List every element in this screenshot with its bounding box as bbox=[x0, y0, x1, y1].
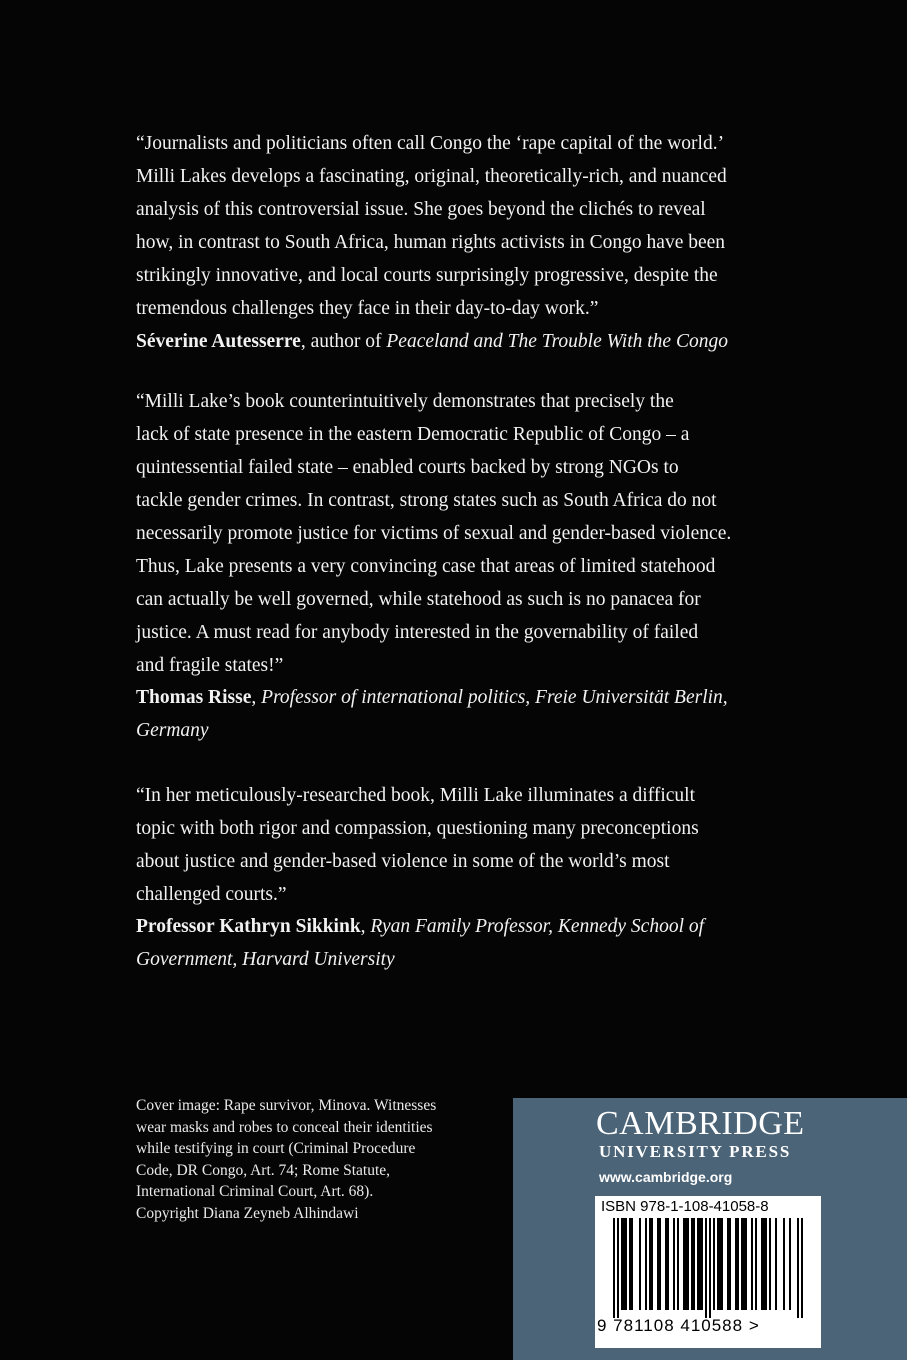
barcode-bar bbox=[755, 1218, 757, 1310]
endorsement-3-attribution bbox=[136, 910, 786, 976]
barcode-bar bbox=[727, 1218, 729, 1310]
quote-line: lack of state presence in the eastern Democratic Republic of Congo – a bbox=[136, 424, 690, 445]
endorser-name: Séverine Autesserre bbox=[136, 331, 301, 352]
credit-line: while testifying in court (Criminal Procedure bbox=[136, 1140, 416, 1157]
barcode-digits: 9 781108 410588 > bbox=[597, 1316, 760, 1335]
endorser-role: Government, Harvard University bbox=[136, 949, 395, 970]
barcode-bar bbox=[651, 1218, 653, 1310]
barcode-bar bbox=[741, 1218, 743, 1310]
barcode-bar bbox=[735, 1218, 737, 1310]
barcode-bar bbox=[717, 1218, 719, 1310]
barcode-bar bbox=[667, 1218, 669, 1310]
barcode-bar bbox=[697, 1218, 699, 1310]
barcode-bar bbox=[631, 1218, 633, 1310]
barcode-bar bbox=[729, 1218, 731, 1310]
barcode-bar bbox=[629, 1218, 631, 1310]
barcode-bar bbox=[625, 1218, 627, 1310]
isbn-barcode-box bbox=[595, 1196, 821, 1348]
quote-line: tremendous challenges they face in their day-to-day work.” bbox=[136, 298, 599, 319]
endorser-role: Professor of international politics, Freie Universität Berlin, bbox=[261, 687, 728, 708]
quote-line: analysis of this controversial issue. She goes beyond the clichés to reveal bbox=[136, 199, 706, 220]
endorsement-2-attribution bbox=[136, 681, 786, 747]
endorsement-1-quote bbox=[136, 127, 786, 325]
barcode-bar bbox=[699, 1218, 701, 1310]
quote-line: necessarily promote justice for victims of sexual and gender-based violence. bbox=[136, 523, 732, 544]
quote-line: Milli Lakes develops a fascinating, original, theoretically-rich, and nuanced bbox=[136, 166, 727, 187]
barcode-bar bbox=[751, 1218, 753, 1310]
endorser-role-prefix: , bbox=[360, 916, 371, 937]
barcode-bar bbox=[691, 1218, 693, 1310]
barcode-bar bbox=[685, 1218, 687, 1310]
endorser-role: Peaceland and The Trouble With the Congo bbox=[386, 331, 728, 352]
barcode-bar bbox=[801, 1218, 803, 1318]
barcode-bar bbox=[649, 1218, 651, 1310]
endorser-role-prefix: , author of bbox=[300, 331, 387, 352]
endorser-name: Professor Kathryn Sikkink bbox=[136, 916, 361, 937]
barcode-bar bbox=[693, 1218, 695, 1310]
quote-line: challenged courts.” bbox=[136, 884, 287, 905]
barcode-bar bbox=[613, 1218, 615, 1318]
barcode-bar bbox=[705, 1218, 707, 1318]
barcode-bar bbox=[769, 1218, 771, 1310]
barcode bbox=[601, 1218, 815, 1318]
endorser-role: Germany bbox=[136, 720, 209, 741]
barcode-bar bbox=[721, 1218, 723, 1310]
endorser-role-prefix: , bbox=[251, 687, 262, 708]
quote-line: “Milli Lake’s book counterintuitively demonstrates that precisely the bbox=[136, 391, 674, 412]
barcode-bar bbox=[645, 1218, 647, 1310]
cover-image-credit bbox=[136, 1095, 486, 1224]
quote-line: topic with both rigor and compassion, questioning many preconceptions bbox=[136, 818, 699, 839]
barcode-bar bbox=[719, 1218, 721, 1310]
barcode-bar bbox=[789, 1218, 791, 1310]
quote-line: justice. A must read for anybody interested in the governability of failed bbox=[136, 622, 699, 643]
barcode-bar bbox=[665, 1218, 667, 1310]
barcode-bar bbox=[765, 1218, 767, 1310]
quote-line: Thus, Lake presents a very convincing case that areas of limited statehood bbox=[136, 556, 716, 577]
isbn-label: ISBN 978-1-108-41058-8 bbox=[601, 1198, 769, 1215]
quote-line: strikingly innovative, and local courts surprisingly progressive, despite the bbox=[136, 265, 718, 286]
quote-line: and fragile states!” bbox=[136, 655, 284, 676]
quote-line: can actually be well governed, while statehood as such is no panacea for bbox=[136, 589, 701, 610]
endorsement-1-attribution bbox=[136, 325, 786, 358]
credit-line: Code, DR Congo, Art. 74; Rome Statute, bbox=[136, 1161, 391, 1179]
credit-line: International Criminal Court, Art. 68). bbox=[136, 1183, 374, 1200]
quote-line: “In her meticulously-researched book, Milli Lake illuminates a difficult bbox=[136, 785, 696, 806]
barcode-bar bbox=[701, 1218, 703, 1310]
publisher-press: UNIVERSITY PRESS bbox=[599, 1142, 792, 1161]
quote-line: quintessential failed state – enabled courts backed by strong NGOs to bbox=[136, 457, 679, 478]
endorser-role: Ryan Family Professor, Kennedy School of bbox=[370, 916, 705, 937]
barcode-bar bbox=[687, 1218, 689, 1310]
endorsement-3-quote bbox=[136, 779, 786, 911]
barcode-bar bbox=[713, 1218, 715, 1310]
barcode-bar bbox=[621, 1218, 623, 1310]
barcode-bar bbox=[639, 1218, 641, 1310]
barcode-bar bbox=[775, 1218, 777, 1310]
endorsement-2-quote bbox=[136, 385, 786, 682]
barcode-bar bbox=[617, 1218, 619, 1318]
barcode-bar bbox=[683, 1218, 685, 1310]
barcode-bar bbox=[797, 1218, 799, 1318]
barcode-bar bbox=[623, 1218, 625, 1310]
publisher-panel bbox=[513, 1098, 907, 1360]
credit-line: wear masks and robes to conceal their identities bbox=[136, 1118, 433, 1136]
barcode-bar bbox=[745, 1218, 747, 1310]
quote-line: how, in contrast to South Africa, human rights activists in Congo have been bbox=[136, 232, 726, 253]
barcode-bar bbox=[763, 1218, 765, 1310]
quote-line: “Journalists and politicians often call Congo the ‘rape capital of the world.’ bbox=[136, 133, 725, 154]
publisher-name: CAMBRIDGE bbox=[596, 1105, 805, 1142]
barcode-bar bbox=[659, 1218, 661, 1310]
barcode-bar bbox=[743, 1218, 745, 1310]
credit-line: Cover image: Rape survivor, Minova. Witnesses bbox=[136, 1097, 437, 1114]
barcode-bar bbox=[673, 1218, 675, 1310]
barcode-bar bbox=[737, 1218, 739, 1310]
barcode-bar bbox=[657, 1218, 659, 1310]
barcode-bar bbox=[677, 1218, 679, 1310]
barcode-bar bbox=[709, 1218, 711, 1318]
publisher-url: www.cambridge.org bbox=[599, 1169, 733, 1185]
quote-line: tackle gender crimes. In contrast, strong states such as South Africa do not bbox=[136, 490, 717, 511]
barcode-bar bbox=[761, 1218, 763, 1310]
quote-line: about justice and gender-based violence in some of the world’s most bbox=[136, 851, 670, 872]
credit-line: Copyright Diana Zeyneb Alhindawi bbox=[136, 1204, 359, 1222]
endorser-name: Thomas Risse bbox=[136, 687, 252, 708]
barcode-bar bbox=[783, 1218, 785, 1310]
